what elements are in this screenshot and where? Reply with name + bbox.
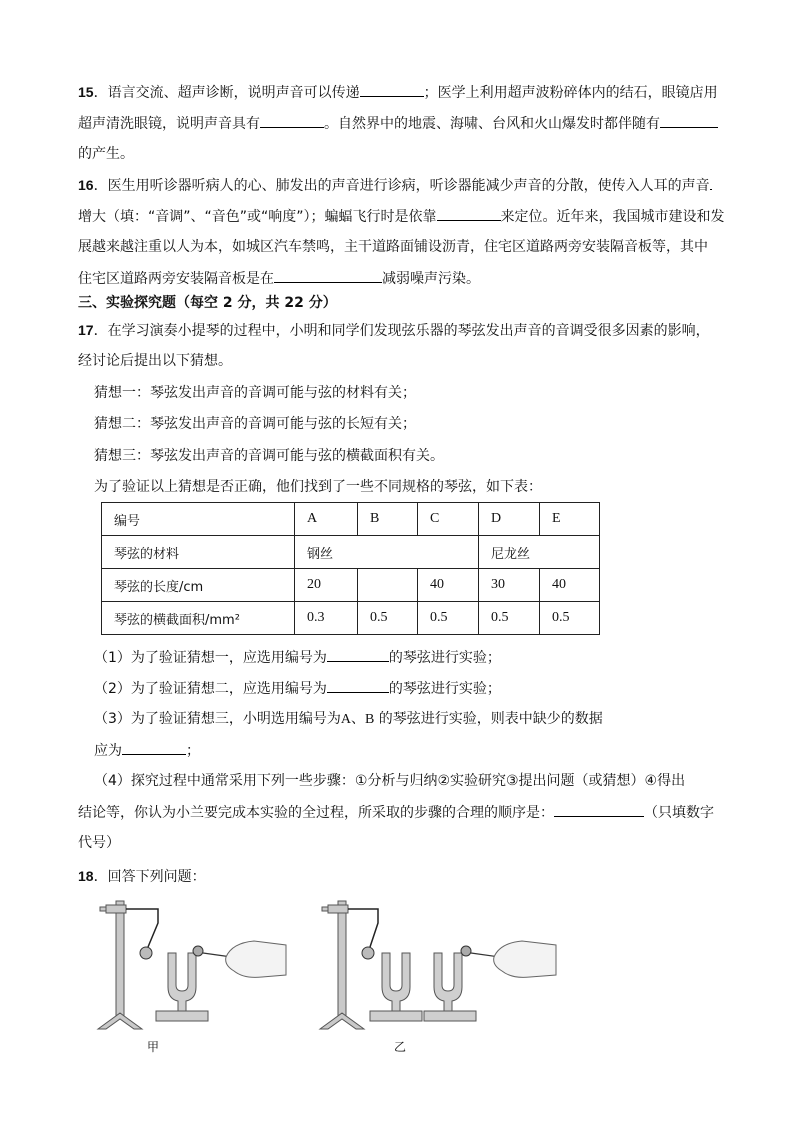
- table-cell: 琴弦的材料: [102, 536, 295, 569]
- q17-text-1: ．在学习演奏小提琴的过程中，小明和同学们发现弦乐器的琴弦发出声音的音调受很多因素的影响，: [93, 323, 710, 339]
- q16-line-4: [78, 268, 480, 289]
- q15-text-1b: ；医学上利用超声波粉碎体内的结石，眼镜店用: [423, 85, 718, 101]
- table-cell: C: [418, 503, 479, 536]
- q16-line-1: [78, 175, 712, 196]
- q17-sub-3-cont: [94, 740, 200, 761]
- table-cell: 20: [295, 569, 358, 602]
- q17-sub-4: [94, 771, 685, 791]
- q15-line-2: [78, 113, 718, 134]
- q16-line-2: [78, 206, 725, 227]
- table-cell: 琴弦的横截面积/mm²: [102, 602, 295, 635]
- table-cell: 尼龙丝: [479, 536, 600, 569]
- table-cell: 编号: [102, 503, 295, 536]
- tuning-fork-figure-right: [316, 895, 566, 1035]
- q17-sub4-text-c: （只填数字: [644, 805, 714, 821]
- q15-blank-2[interactable]: [260, 113, 324, 128]
- q15-text-2a: 超声清洗眼镜，说明声音具有: [78, 116, 260, 132]
- table-cell: B: [358, 503, 418, 536]
- q16-text-2b: 来定位。近年来，我国城市建设和发: [500, 209, 725, 225]
- stand-base-icon: [320, 1013, 364, 1029]
- q17-blank-1[interactable]: [327, 647, 389, 662]
- q17-guess-3: 猜想三：琴弦发出声音的音调可能与弦的横截面积有关。: [94, 448, 444, 464]
- q15-blank-1[interactable]: [360, 82, 424, 97]
- section-3-title: 三、实验探究题（每空 2 分，共 22 分）: [78, 295, 337, 311]
- q16-text-4b: 减弱噪声污染。: [382, 271, 480, 287]
- q17-sub-4-cont: [78, 802, 714, 823]
- tuning-fork-icon: [424, 953, 476, 1021]
- hand-icon: [494, 941, 556, 977]
- q18-number: 18: [78, 868, 94, 884]
- q17-sub4-text-a: （4）探究过程中通常采用下列一些步骤：①分析与归纳②实验研究③提出问题（或猜想）④得出: [94, 773, 686, 789]
- pendulum-thread-icon: [126, 909, 158, 947]
- q17-sub3-text-c: 的琴弦进行实验，则表中缺少的数据: [374, 711, 603, 727]
- tuning-fork-figure-left: [86, 895, 296, 1035]
- table-cell: E: [540, 503, 600, 536]
- q17-sub3-text-d: 应为: [94, 743, 122, 759]
- mallet-head-icon: [461, 946, 471, 956]
- tuning-fork-icon: [370, 953, 422, 1021]
- q17-blank-2[interactable]: [327, 678, 389, 693]
- q15-blank-3[interactable]: [660, 113, 718, 128]
- q17-sub2-text-b: 的琴弦进行实验；: [388, 681, 501, 697]
- table-cell: 钢丝: [295, 536, 479, 569]
- table-cell: D: [479, 503, 540, 536]
- string-spec-table: [101, 502, 600, 635]
- q15-text-3: 的产生。: [78, 146, 134, 162]
- q15-text-1a: ．语言交流、超声诊断，说明声音可以传递: [93, 85, 360, 101]
- stand-base-icon: [98, 1013, 142, 1029]
- q15-number: 15: [78, 84, 94, 100]
- q15-line-3: [78, 144, 134, 164]
- q16-text-4a: 住宅区道路两旁安装隔音板是在: [78, 271, 274, 287]
- q17-guess-2: 猜想二：琴弦发出声音的音调可能与弦的长短有关；: [94, 416, 416, 432]
- q16-blank-3[interactable]: [274, 268, 382, 283]
- q15-text-2b: 。自然界中的地震、海啸、台风和火山爆发时都伴随有: [324, 116, 660, 132]
- table-row-length: [102, 569, 600, 602]
- q16-text-2a: 增大（填：“音调”、“音色”或“响度”）；蝙蝠飞行时是依靠: [78, 209, 437, 225]
- q17-number: 17: [78, 322, 94, 338]
- table-cell: 0.5: [479, 602, 540, 635]
- q17-guess-1: 猜想一：琴弦发出声音的音调可能与弦的材料有关；: [94, 385, 416, 401]
- q15-line-1: [78, 82, 718, 103]
- q17-sub-3: [94, 709, 603, 730]
- table-cell: 0.5: [358, 602, 418, 635]
- ping-pong-ball-icon: [362, 947, 374, 959]
- table-row-material: [102, 536, 600, 569]
- figure-label-right: 乙: [394, 1040, 407, 1054]
- q18-line-1: [78, 866, 206, 887]
- pendulum-thread-icon: [348, 909, 378, 947]
- table-cell: 0.5: [418, 602, 479, 635]
- q16-text-3: 展越来越注重以人为本，如城区汽车禁鸣，主干道路面铺设沥青，住宅区道路两旁安装隔音板等，其中: [78, 239, 708, 255]
- q17-table-intro: 为了验证以上猜想是否正确，他们找到了一些不同规格的琴弦，如下表：: [94, 479, 542, 495]
- table-cell: 0.3: [295, 602, 358, 635]
- q17-sub2-text-a: （2）为了验证猜想二，应选用编号为: [94, 681, 327, 697]
- q17-sub-1: [94, 647, 501, 668]
- q16-blank-2[interactable]: [437, 206, 501, 221]
- table-cell: 琴弦的长度/cm: [102, 569, 295, 602]
- ping-pong-ball-icon: [140, 947, 152, 959]
- table-row-area: [102, 602, 600, 635]
- q17-sub4-text-b: 结论等，你认为小兰要完成本实验的全过程，所采取的步骤的合理的顺序是：: [78, 805, 554, 821]
- table-cell: 30: [479, 569, 540, 602]
- q16-number: 16: [78, 177, 94, 193]
- q17-line-1: [78, 320, 710, 341]
- table-cell: 40: [418, 569, 479, 602]
- hand-icon: [226, 941, 286, 977]
- q17-sub3-text-a: （3）为了验证猜想三，小明选用编号为: [94, 711, 341, 727]
- q18-text-1: ．回答下列问题：: [93, 869, 206, 885]
- q17-sub-2: [94, 678, 501, 699]
- mallet-head-icon: [193, 946, 203, 956]
- table-row-header: [102, 503, 600, 536]
- q17-sub1-text-a: （1）为了验证猜想一，应选用编号为: [94, 650, 327, 666]
- table-cell: 40: [540, 569, 600, 602]
- q17-sub1-text-b: 的琴弦进行实验；: [388, 650, 501, 666]
- q17-sub-4-end: [78, 833, 120, 853]
- table-cell: A: [295, 503, 358, 536]
- stand-pole-icon: [116, 901, 124, 1019]
- table-cell: 0.5: [540, 602, 600, 635]
- table-cell-missing: [358, 569, 418, 602]
- q16-line-3: [78, 237, 708, 257]
- figure-label-left: 甲: [147, 1040, 160, 1054]
- q17-sub4-text-d: 代号）: [78, 835, 120, 851]
- q16-blank-1[interactable]: [710, 175, 712, 190]
- q16-text-1: ．医生用听诊器听病人的心、肺发出的声音进行诊病，听诊器能减少声音的分散，使传入人耳的声音: [93, 178, 710, 194]
- q17-blank-3[interactable]: [122, 740, 186, 755]
- tuning-fork-icon: [156, 953, 208, 1021]
- q17-line-2: [78, 351, 232, 371]
- q17-sub3-strings: A、B: [340, 712, 375, 727]
- q17-text-2: 经讨论后提出以下猜想。: [78, 353, 232, 369]
- q17-blank-4[interactable]: [554, 802, 644, 817]
- q17-sub3-text-e: ；: [186, 743, 200, 759]
- stand-pole-icon: [338, 901, 346, 1019]
